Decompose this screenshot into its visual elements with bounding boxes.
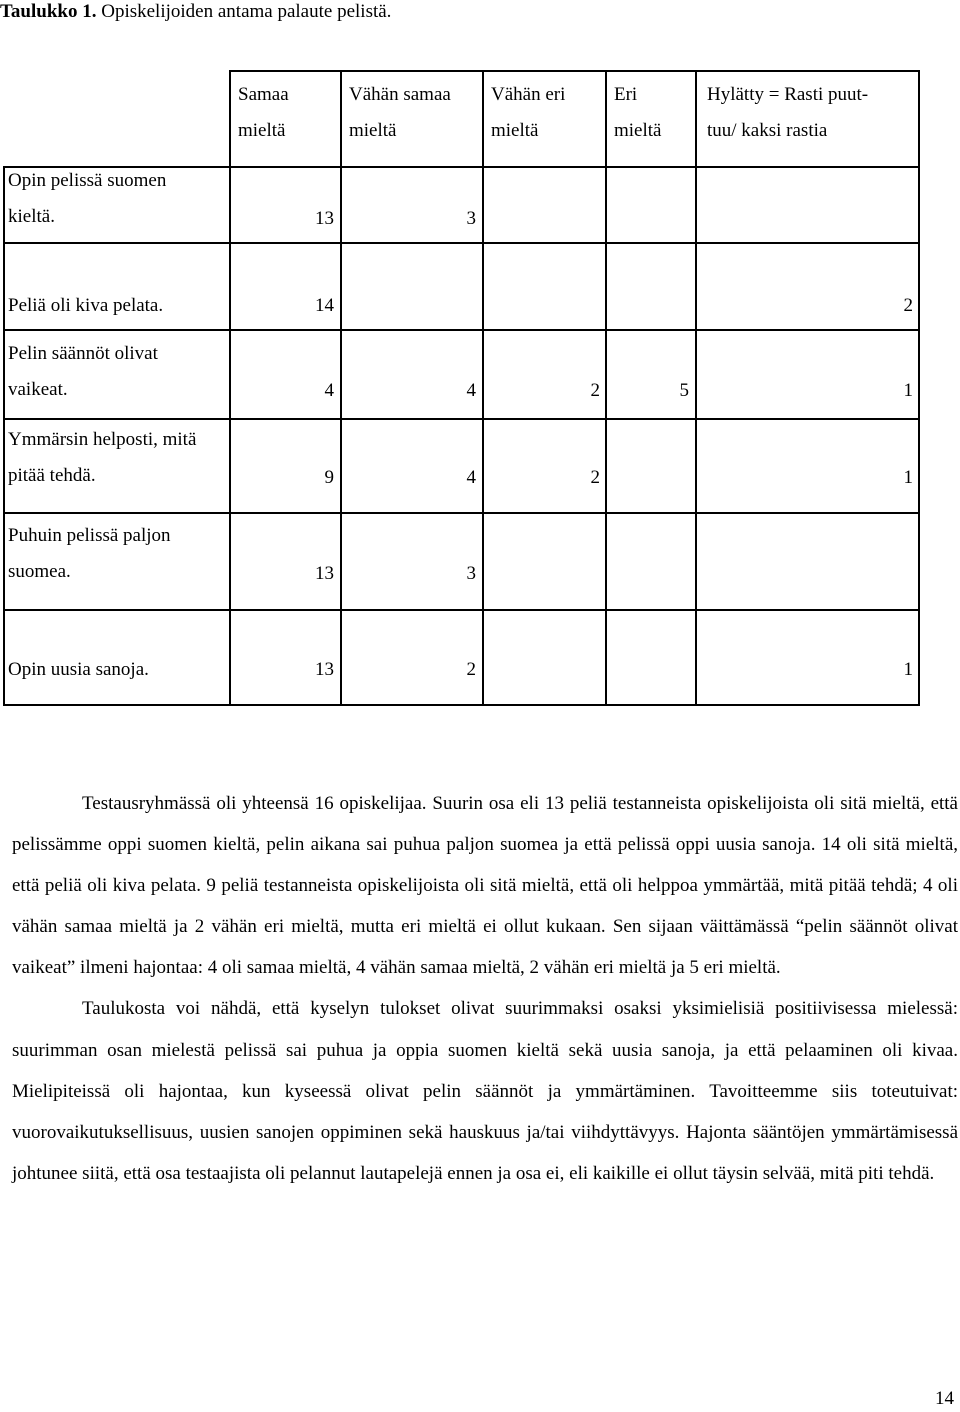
table-rule: [918, 70, 920, 706]
table-cell: 3: [466, 563, 476, 584]
column-header-vahan-eri: [491, 77, 565, 149]
header-line: Hylätty = Rasti puut-: [707, 84, 869, 105]
header-line: tuu/ kaksi rastia: [707, 120, 828, 141]
table-rule: [3, 242, 920, 244]
table-cell: 1: [903, 467, 913, 488]
paragraph: Testausryhmässä oli yhteensä 16 opiskelijaa. Suurin osa eli 13 peliä testanneista opiskelijoista oli sitä mieltä, että pelissämme oppi suomen kieltä, pelin aikana sai puhua paljon suomea ja että pelissä oppi uusia sanoja. 14 oli sitä mieltä, että peliä oli kiva pelata. 9 peliä testanneista opiskelijoista oli sitä mieltä, että oli helppoa ymmärtää, mitä pitää tehdä; 4 oli vähän samaa mieltä ja 2 vähän eri mieltä, mutta eri mieltä ei ollut kukaan. Sen sijaan väittämässä “pelin säännöt olivat vaikeat” ilmeni hajontaa: 4 oli samaa mieltä, 4 vähän samaa mieltä, 2 vähän eri mieltä ja 5 eri mieltä.: [12, 793, 958, 979]
header-line: mieltä: [238, 120, 286, 141]
row-label-line: Ymmärsin helposti, mitä: [8, 429, 197, 450]
header-line: mieltä: [614, 120, 662, 141]
table-rule: [3, 609, 920, 611]
table-caption-label: Taulukko 1.: [0, 1, 97, 22]
row-label-uusia-sanoja: Opin uusia sanoja.: [8, 659, 149, 680]
row-label-line: Puhuin pelissä paljon: [8, 525, 171, 546]
table-cell: 2: [590, 380, 600, 401]
table-rule: [605, 70, 607, 706]
table-rule: [3, 512, 920, 514]
table-caption: [0, 0, 391, 25]
table-rule: [229, 70, 920, 72]
table-rule: [3, 166, 5, 706]
table-cell: 4: [324, 380, 334, 401]
header-line: mieltä: [491, 120, 539, 141]
table-cell: 2: [590, 467, 600, 488]
row-label-line: vaikeat.: [8, 379, 68, 400]
table-rule: [3, 329, 920, 331]
table-rule: [695, 70, 697, 706]
table-caption-text: Opiskelijoiden antama palaute pelistä.: [96, 1, 392, 22]
table-cell: 13: [315, 659, 334, 680]
table-rule: [3, 704, 920, 706]
paragraph: Taulukosta voi nähdä, että kyselyn tulokset olivat suurimmaksi osaksi yksimielisiä positiivisessa mielessä: suurimman osan mielestä pelissä sai puhua ja oppia suomen kieltä sekä uusia sanoja, ja että pelaaminen oli kivaa. Mielipiteissä oli hajontaa, kun kyseessä olivat pelin säännöt ja ymmärtäminen. Tavoitteemme siis toteutuivat: vuorovaikutuksellisuus, uusien sanojen oppiminen sekä hauskuus ja/tai viihdyttävyys. Hajonta sääntöjen ymmärtämisessä johtunee siitä, että osa testaajista oli pelannut lautapelejä ennen ja osa ei, eli kaikille ei ollut täysin selvää, mitä piti tehdä.: [12, 998, 958, 1184]
table-cell: 4: [466, 467, 476, 488]
row-label-line: Pelin säännöt olivat: [8, 343, 158, 364]
table-cell: 9: [324, 467, 334, 488]
row-label-line: suomea.: [8, 561, 71, 582]
header-line: Vähän samaa: [349, 84, 451, 105]
table-cell: 14: [315, 295, 334, 316]
table-rule: [340, 70, 342, 706]
column-header-samaa: [238, 77, 289, 149]
header-line: Vähän eri: [491, 84, 566, 105]
column-header-eri: [614, 77, 661, 149]
page-number: 14: [935, 1388, 954, 1409]
header-line: Eri: [614, 84, 638, 105]
row-label-line: pitää tehdä.: [8, 465, 96, 486]
table-cell: 5: [679, 380, 689, 401]
row-label-line: kieltä.: [8, 206, 55, 227]
body-text: [12, 783, 958, 1194]
table-cell: 4: [466, 380, 476, 401]
table-cell: 3: [466, 208, 476, 229]
row-label-kiva-pelata: Peliä oli kiva pelata.: [8, 295, 164, 316]
header-line: mieltä: [349, 120, 397, 141]
column-header-vahan-samaa: [349, 77, 451, 149]
table-cell: 1: [903, 659, 913, 680]
row-label-line: Opin pelissä suomen: [8, 170, 167, 191]
row-label-ymmarsin-helposti: [8, 422, 196, 494]
table-cell: 13: [315, 208, 334, 229]
row-label-opin-suomen-kielta: [8, 163, 166, 235]
table-rule: [3, 418, 920, 420]
column-header-hylatty: [707, 77, 868, 149]
table-cell: 2: [903, 295, 913, 316]
row-label-puhuin-suomea: [8, 518, 171, 590]
table-cell: 1: [903, 380, 913, 401]
table-rule: [229, 70, 231, 706]
header-line: Samaa: [238, 84, 289, 105]
row-label-saannot-vaikeat: [8, 336, 158, 408]
table-cell: 2: [466, 659, 476, 680]
table-rule: [482, 70, 484, 706]
table-cell: 13: [315, 563, 334, 584]
